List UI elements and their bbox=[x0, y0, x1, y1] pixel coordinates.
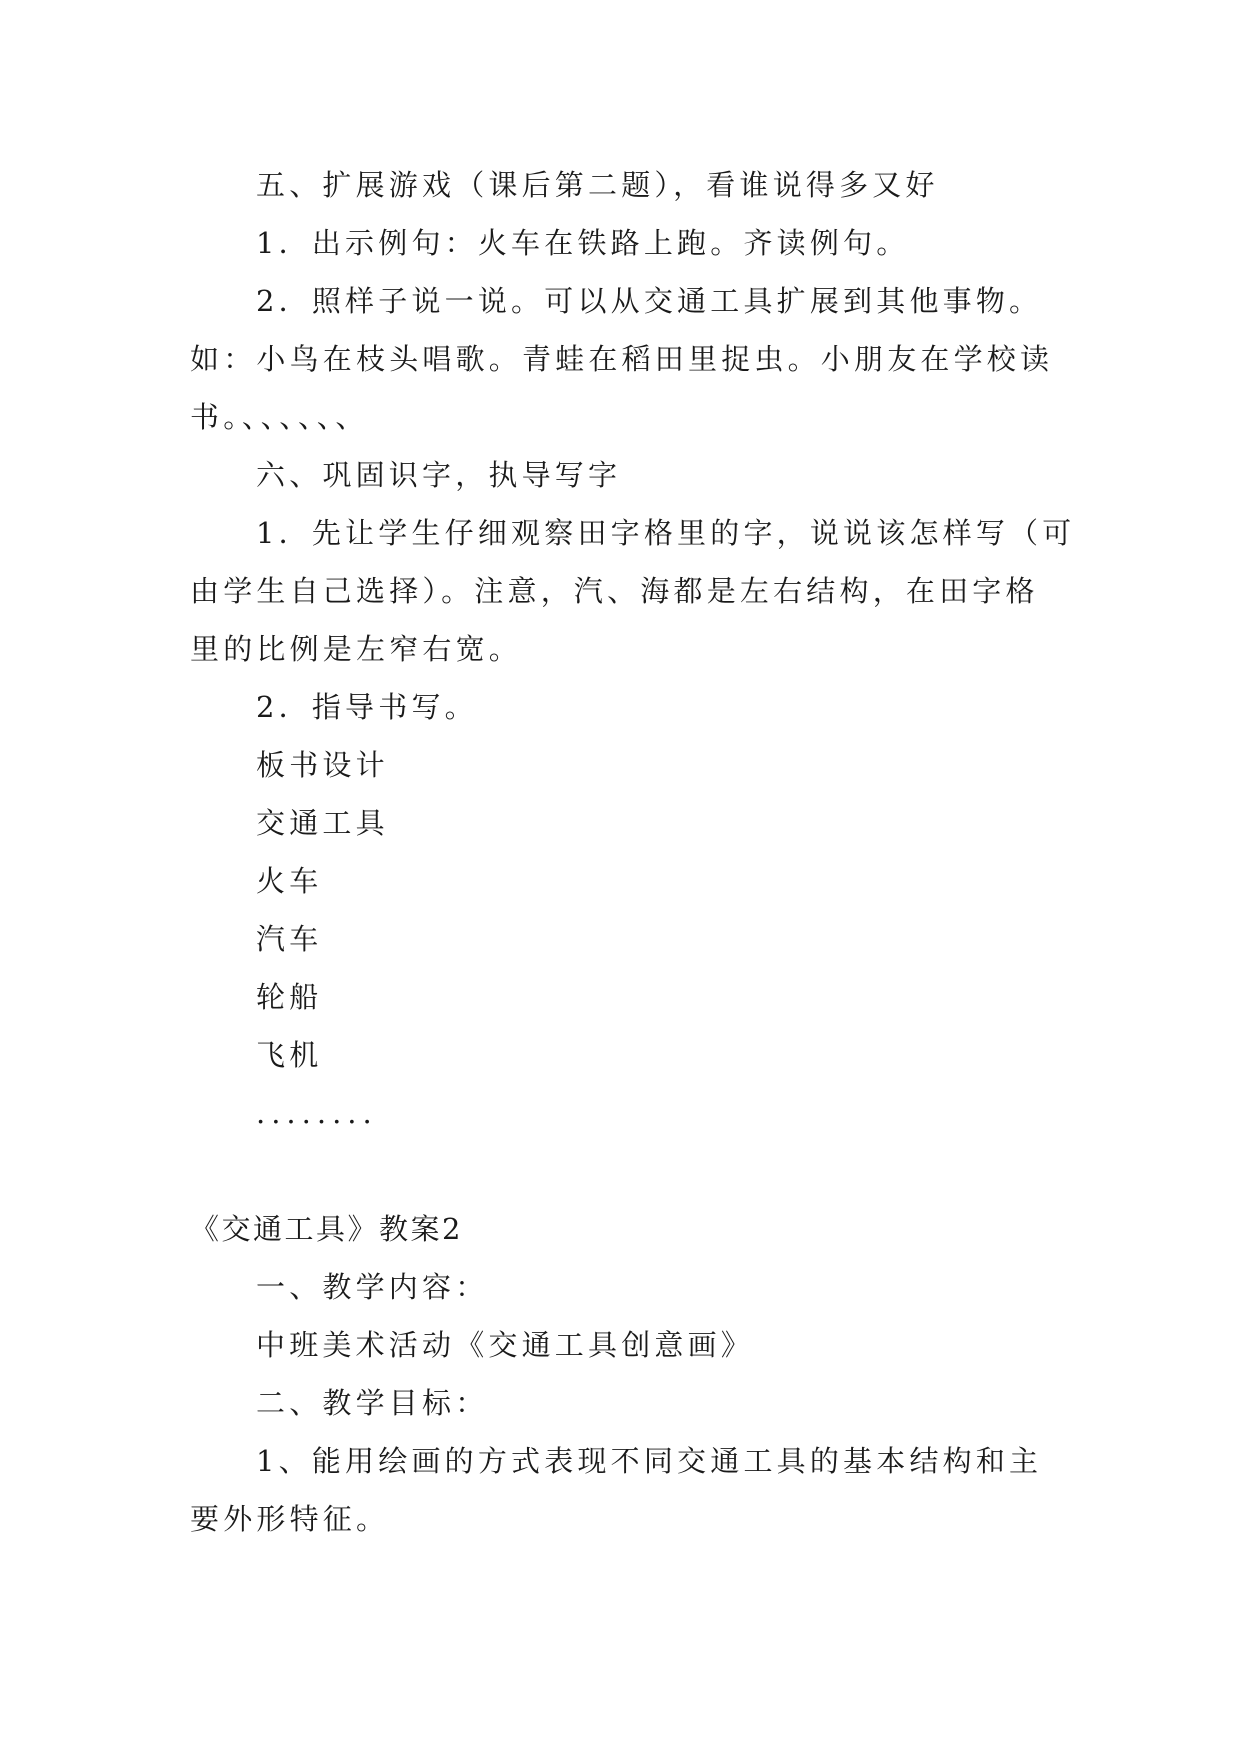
paragraph-line: 2．照样子说一说。可以从交通工具扩展到其他事物。 bbox=[256, 284, 1043, 318]
paragraph-line: 里的比例是左窄右宽。 bbox=[190, 632, 523, 666]
board-design-heading: 板书设计 bbox=[256, 748, 389, 782]
board-item: 火车 bbox=[256, 864, 323, 898]
board-item: 汽车 bbox=[256, 922, 323, 956]
paragraph-line: 2．指导书写。 bbox=[256, 690, 478, 724]
paragraph-line: 要外形特征。 bbox=[190, 1502, 390, 1536]
section-heading-2: 二、教学目标： bbox=[256, 1386, 489, 1420]
board-item: 轮船 bbox=[256, 980, 323, 1014]
lesson-plan-title: 《交通工具》教案2 bbox=[190, 1212, 463, 1246]
paragraph-line: 由学生自己选择）。注意，汽、海都是左右结构，在田字格 bbox=[190, 574, 1039, 608]
paragraph-line: 中班美术活动《交通工具创意画》 bbox=[256, 1328, 755, 1362]
board-item: 飞机 bbox=[256, 1038, 323, 1072]
paragraph-line: 1．先让学生仔细观察田字格里的字，说说该怎样写（可 bbox=[256, 516, 1076, 550]
paragraph-line: 1、能用绘画的方式表现不同交通工具的基本结构和主 bbox=[256, 1444, 1043, 1478]
ellipsis-line: ........ bbox=[256, 1096, 378, 1130]
section-heading-1: 一、教学内容： bbox=[256, 1270, 489, 1304]
paragraph-line: 如：小鸟在枝头唱歌。青蛙在稻田里捉虫。小朋友在学校读 bbox=[190, 342, 1054, 376]
board-item: 交通工具 bbox=[256, 806, 389, 840]
section-heading-5: 五、扩展游戏（课后第二题），看谁说得多又好 bbox=[256, 168, 939, 202]
section-heading-6: 六、巩固识字，执导写字 bbox=[256, 458, 622, 492]
paragraph-line: 书。、、、、、、 bbox=[190, 400, 369, 434]
paragraph-line: 1．出示例句：火车在铁路上跑。齐读例句。 bbox=[256, 226, 910, 260]
